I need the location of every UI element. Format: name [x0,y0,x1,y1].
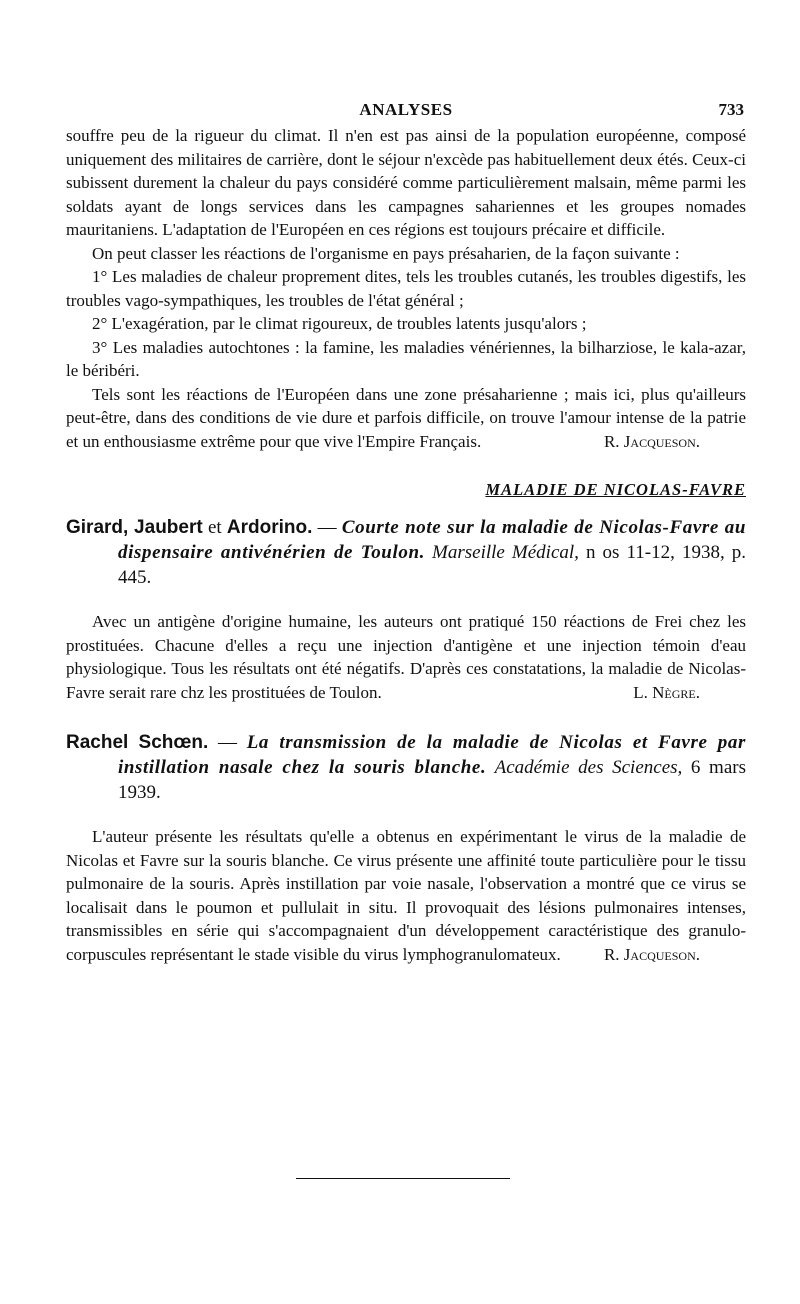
article2-dash: — [208,732,247,753]
article2-journal: Académie des Sciences, [486,757,683,778]
section-heading: MALADIE DE NICOLAS-FAVRE [485,480,746,499]
article-reference-2 [66,730,746,805]
article1-dash: — [312,517,342,538]
list-item-2: 2° L'exagération, par le climat rigoureux, de troubles latents jusqu'alors ; [92,314,587,333]
signature-jacqueson-2: R. Jacqueson. [603,944,700,964]
article1-abstract [66,610,746,704]
list-item-3: 3° Les maladies autochtones : la famine, les maladies vénériennes, la bilharziose, le kala-azar, le béribéri. [66,337,746,380]
page-number: 733 [718,100,744,119]
paragraph-classification-intro: On peut classer les réactions de l'organisme en pays présaharien, de la façon suivante : [92,243,680,263]
article1-body: Avec un antigène d'origine humaine, les auteurs ont pratiqué 150 réactions de Frei chez les prostituées. Chacune d'elles a reçu une injection d'antigène et une injection témoin d'eau physiologique. Tous les résultats ont été négatifs. D'après ces constatations, la maladie de Nicolas-Favre serait rare chz les prostituées de Toulon. [66,612,746,702]
article1-authors-a: Girard, Jaubert [66,517,203,538]
article1-journal: Marseille Médical, [424,542,579,563]
article-reference-1 [66,515,746,590]
list-item-1: 1° Les maladies de chaleur proprement dites, tels les troubles cutanés, les troubles digestifs, les troubles vago-sympathiques, les troubles de l'état général ; [66,267,746,310]
paragraph-continued: souffre peu de la rigueur du climat. Il n'en est pas ainsi de la population européenne, composé uniquement des militaires de carrière, dont le séjour n'excède pas habituellement deux étés. Ceux-ci subissent durement la chaleur du pays considéré comme particulièrement malsain, même parmi les soldats ayant de longs services dans les campagnes sahariennes et les groupes nomades mauritaniens. L'adaptation de l'Européen en ces régions est toujours précaire et difficile. [66,126,746,239]
article1-authors-b: Ardorino. [226,517,313,538]
article2-meta: 6 mars 1939. [118,757,746,803]
signature-negre: L. Nègre. [633,682,700,702]
spacer [66,704,746,730]
article2-abstract [66,825,746,966]
page [66,96,746,966]
article1-meta: n os 11-12, 1938, p. 445. [118,542,747,588]
article1-authors-and: et [202,517,227,538]
article2-title: La transmission de la maladie de Nicolas et Favre par instillation nasale chez la souris blanche. [118,732,747,778]
article1-title: Courte note sur la maladie de Nicolas-Favre au dispensaire antivénérien de Toulon. [118,517,746,563]
end-rule [296,1178,510,1179]
paragraph-conclusion [66,383,746,454]
running-title: ANALYSES [359,100,453,119]
conclusion-text: Tels sont les réactions de l'Européen dans une zone présaharienne ; mais ici, plus qu'ailleurs peut-être, dans des conditions de vie dure et parfois difficile, on trouve l'amour intense de la patrie et un enthousiasme extrême pour que vive l'Empire Français. [66,384,746,451]
signature-jacqueson-1: R. Jacqueson. [603,431,700,451]
article2-authors: Rachel Schœn. [66,732,209,753]
article2-body: L'auteur présente les résultats qu'elle a obtenus en expérimentant le virus de la maladie de Nicolas et Favre sur la souris blanche. Ce virus présente une affinité toute particulière pour le tissu pulmonaire de la souris. Après instillation par voie nasale, l'observation a montré que ce virus se localisait dans le poumon et pullulait in situ. Il provoquait des lésions pulmonaires intenses, transmissibles en série qui s'accompagnaient d'un développement caractéristique des granulo-corpuscules représentant le stade visible du virus lymphogranulomateux. [66,827,746,964]
running-header [66,96,746,124]
